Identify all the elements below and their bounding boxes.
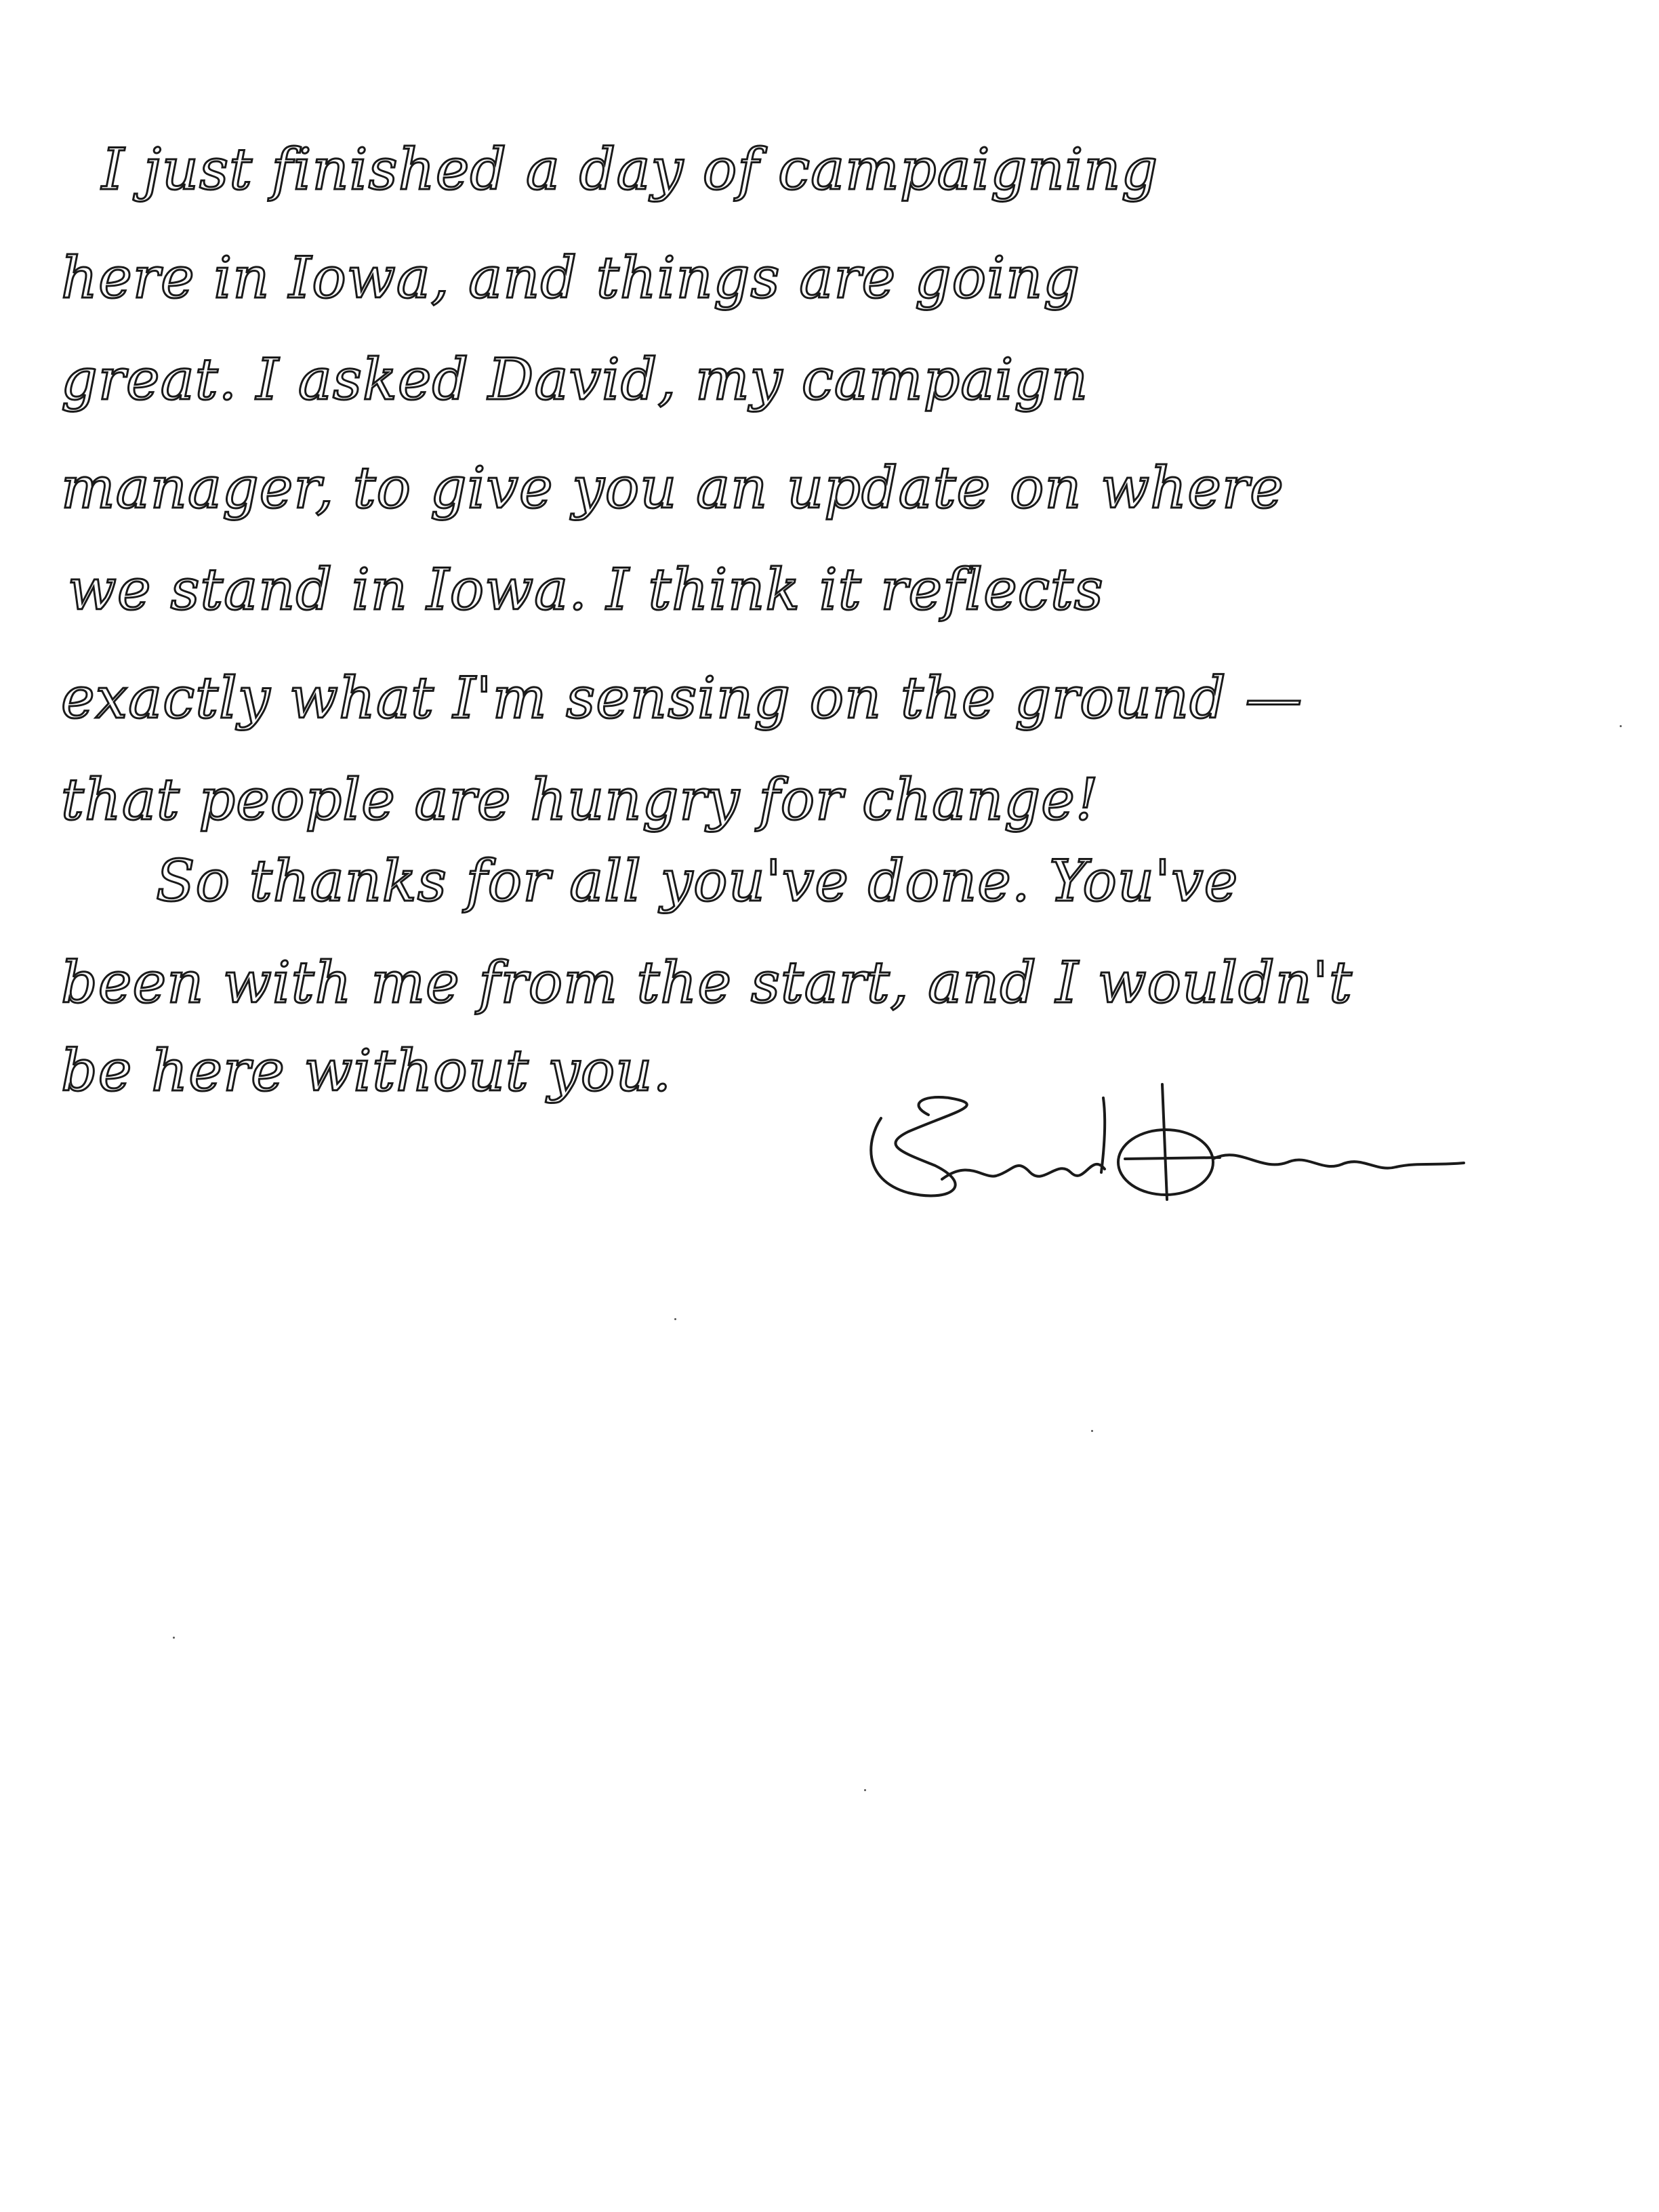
scan-speck xyxy=(864,1789,866,1791)
letter-line-8: So thanks for all you've done. You've xyxy=(156,848,1239,914)
letter-line-6: exactly what I'm sensing on the ground — xyxy=(61,665,1303,731)
signature-drawing xyxy=(854,1078,1491,1213)
scan-speck xyxy=(674,1318,676,1320)
handwritten-signature xyxy=(854,1078,1491,1213)
letter-line-1: I just finished a day of campaigning xyxy=(102,136,1159,203)
scan-speck xyxy=(1091,1430,1093,1432)
letter-line-9: been with me from the start, and I wouldn't xyxy=(61,949,1353,1016)
letter-line-4: manager, to give you an update on where xyxy=(61,455,1284,521)
scan-speck xyxy=(1620,725,1622,727)
letter-line-2: here in Iowa, and things are going xyxy=(61,245,1080,311)
letter-line-7: that people are hungry for change! xyxy=(61,766,1099,833)
letter-line-3: great. I asked David, my campaign xyxy=(61,346,1089,413)
scan-speck xyxy=(173,1637,175,1639)
letter-line-5: we stand in Iowa. I think it reflects xyxy=(68,556,1104,623)
letter-line-10: be here without you. xyxy=(61,1038,672,1104)
